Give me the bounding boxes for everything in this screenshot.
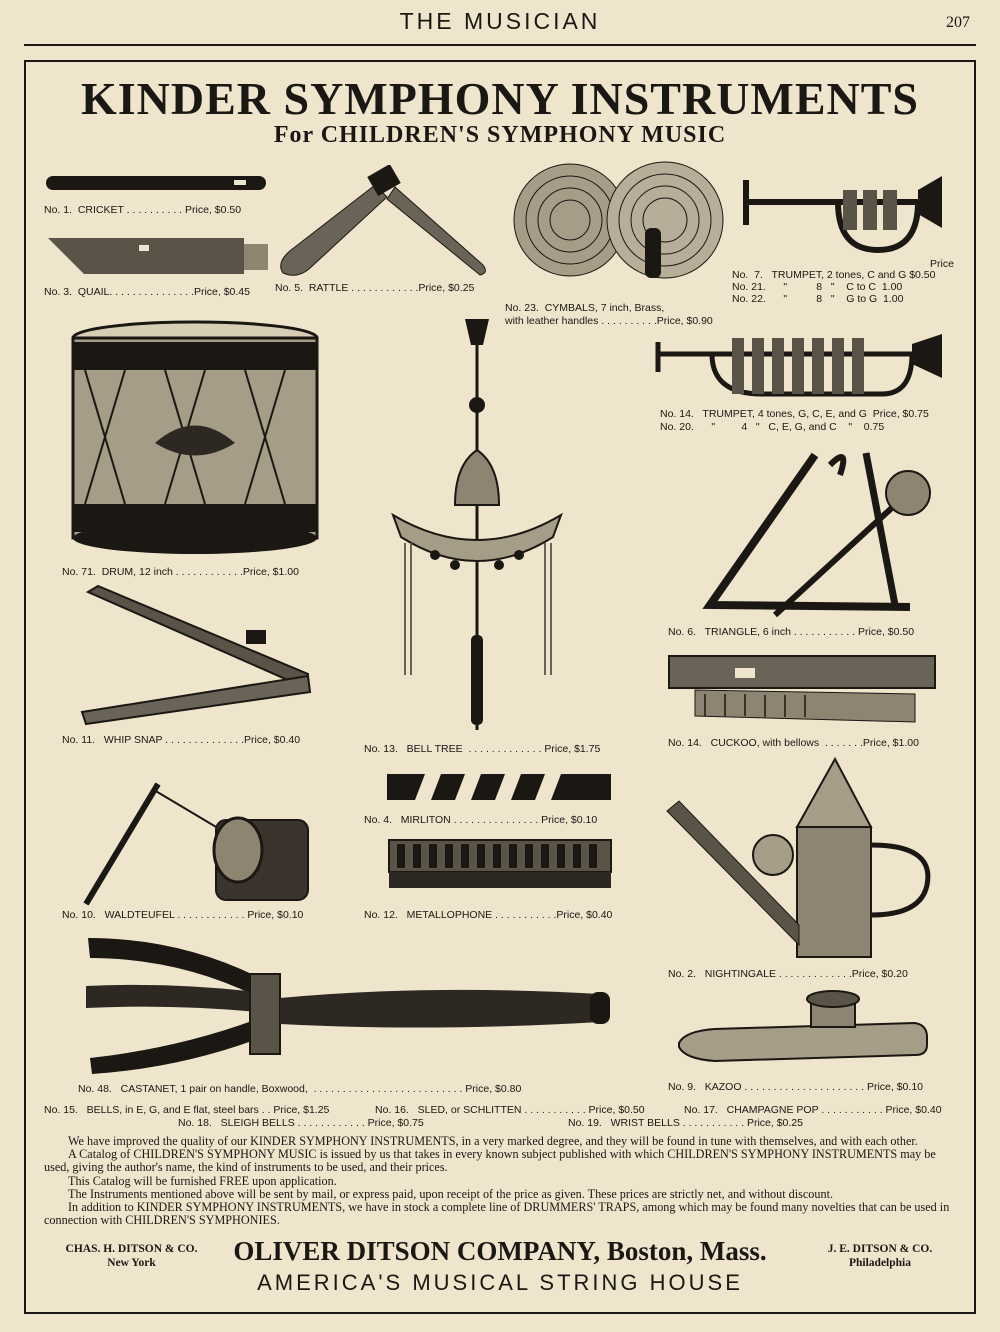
body-paragraph: A Catalog of CHILDREN'S SYMPHONY MUSIC is issued by us that takes in every known subject published with which CHILDREN'S SYMPHONY INSTRUMENTS may be used, giving the author's name, the kind of instruments to be used, and their prices.	[44, 1147, 936, 1175]
caption-sleigh-bells: No. 18. SLEIGH BELLS . . . . . . . . . . . . Price, $0.75	[178, 1117, 424, 1129]
whip-snap-illustration	[78, 584, 318, 729]
footer-company: OLIVER DITSON COMPANY, Boston, Mass.	[233, 1236, 767, 1266]
body-paragraph: The Instruments mentioned above will be sent by mail, or express paid, upon receipt of the price as given. These prices are strictly net, and without discount.	[68, 1186, 834, 1201]
caption-champagne-pop: No. 17. CHAMPAGNE POP . . . . . . . . . . . Price, $0.40	[684, 1104, 942, 1116]
caption-bells: No. 15. BELLS, in E, G, and E flat, steel bars . . Price, $1.25	[44, 1104, 330, 1116]
caption-mirliton: No. 4. MIRLITON . . . . . . . . . . . . . . . Price, $0.10	[364, 814, 598, 826]
caption-waldteufel: No. 10. WALDTEUFEL . . . . . . . . . . . . Price, $0.10	[62, 909, 304, 921]
waldteufel-illustration	[78, 780, 318, 912]
caption-cymbals-line2: with leather handles . . . . . . . . . .Price, $0.90	[505, 315, 713, 327]
body-paragraph: In addition to KINDER SYMPHONY INSTRUMENTS, we have in stock a complete line of DRUMMERS' TRAPS, among which may be found many novelties that can be used in connection with CHILDREN'S SYMPHONIES.	[44, 1200, 950, 1228]
ad-body-text	[44, 1135, 962, 1227]
caption-triangle: No. 6. TRIANGLE, 6 inch . . . . . . . . . . . Price, $0.50	[668, 626, 915, 638]
trumpet-large-illustration	[652, 332, 947, 412]
caption-cymbals-line1: No. 23. CYMBALS, 7 inch, Brass,	[505, 302, 665, 314]
caption-trumpet-14: No. 14. TRUMPET, 4 tones, G, C, E, and G Price, $0.75	[660, 408, 929, 420]
metallophone-illustration	[385, 834, 615, 894]
footer-left-name: CHAS. H. DITSON & CO.	[65, 1243, 198, 1255]
header-rule	[24, 44, 976, 46]
caption-whip-snap: No. 11. WHIP SNAP . . . . . . . . . . . . . .Price, $0.40	[62, 734, 301, 746]
body-paragraph: We have improved the quality of our KINDER SYMPHONY INSTRUMENTS, in a very marked degree, and they will be found in tune with themselves, and with each other.	[68, 1134, 918, 1148]
footer-philadelphia-branch	[790, 1242, 970, 1270]
cymbals-illustration	[505, 158, 730, 288]
caption-drum: No. 71. DRUM, 12 inch . . . . . . . . . . . .Price, $1.00	[62, 566, 299, 578]
footer-right-city: Philadelphia	[849, 1257, 911, 1269]
bell-tree-illustration	[385, 315, 575, 735]
trumpet-small-illustration	[738, 170, 948, 265]
caption-castanet: No. 48. CASTANET, 1 pair on handle, Boxwood, . . . . . . . . . . . . . . . . . . . . . . . . . . Price, $0.80	[78, 1083, 522, 1095]
mirliton-illustration	[385, 770, 615, 804]
caption-wrist-bells: No. 19. WRIST BELLS . . . . . . . . . . . Price, $0.25	[568, 1117, 803, 1129]
caption-trumpet-22: No. 22. " 8 " G to G 1.00	[732, 293, 904, 305]
cuckoo-illustration	[665, 650, 940, 732]
body-paragraph: This Catalog will be furnished FREE upon application.	[68, 1173, 337, 1188]
caption-rattle: No. 5. RATTLE . . . . . . . . . . . .Price, $0.25	[275, 282, 475, 294]
drum-illustration	[65, 318, 335, 566]
caption-kazoo: No. 9. KAZOO . . . . . . . . . . . . . . . . . . . . . Price, $0.10	[668, 1081, 923, 1093]
running-title: THE MUSICIAN	[399, 8, 601, 34]
caption-quail: No. 3. QUAIL. . . . . . . . . . . . . . .Price, $0.45	[44, 286, 250, 298]
caption-cuckoo: No. 14. CUCKOO, with bellows . . . . . . .Price, $1.00	[668, 737, 919, 749]
footer-left-city: New York	[107, 1257, 156, 1269]
caption-trumpet-21: No. 21. " 8 " C to C 1.00	[732, 281, 903, 293]
rattle-illustration	[275, 165, 495, 280]
cricket-illustration	[44, 172, 269, 194]
nightingale-illustration	[665, 755, 940, 965]
footer-right-name: J. E. DITSON & CO.	[827, 1243, 933, 1255]
footer-tagline: AMERICA'S MUSICAL STRING HOUSE	[257, 1270, 743, 1295]
caption-nightingale: No. 2. NIGHTINGALE . . . . . . . . . . . . .Price, $0.20	[668, 968, 908, 980]
page-number: 207	[946, 14, 970, 31]
caption-metallophone: No. 12. METALLOPHONE . . . . . . . . . . .Price, $0.40	[364, 909, 613, 921]
triangle-illustration	[680, 445, 940, 625]
caption-trumpet-price-head: Price	[930, 258, 954, 270]
caption-trumpet-20: No. 20. " 4 " C, E, G, and C " 0.75	[660, 421, 885, 433]
caption-trumpet-7: No. 7. TRUMPET, 2 tones, C and G $0.50	[732, 269, 936, 281]
quail-illustration	[44, 236, 269, 278]
castanet-illustration	[80, 928, 620, 1078]
ad-subtitle: For CHILDREN'S SYMPHONY MUSIC	[273, 122, 727, 148]
caption-sled: No. 16. SLED, or SCHLITTEN . . . . . . . . . . . Price, $0.50	[375, 1104, 645, 1116]
ad-title: KINDER SYMPHONY INSTRUMENTS	[80, 73, 920, 124]
kazoo-illustration	[675, 985, 935, 1075]
caption-cricket: No. 1. CRICKET . . . . . . . . . . Price, $0.50	[44, 204, 242, 216]
caption-bell-tree: No. 13. BELL TREE . . . . . . . . . . . . . Price, $1.75	[364, 743, 601, 755]
